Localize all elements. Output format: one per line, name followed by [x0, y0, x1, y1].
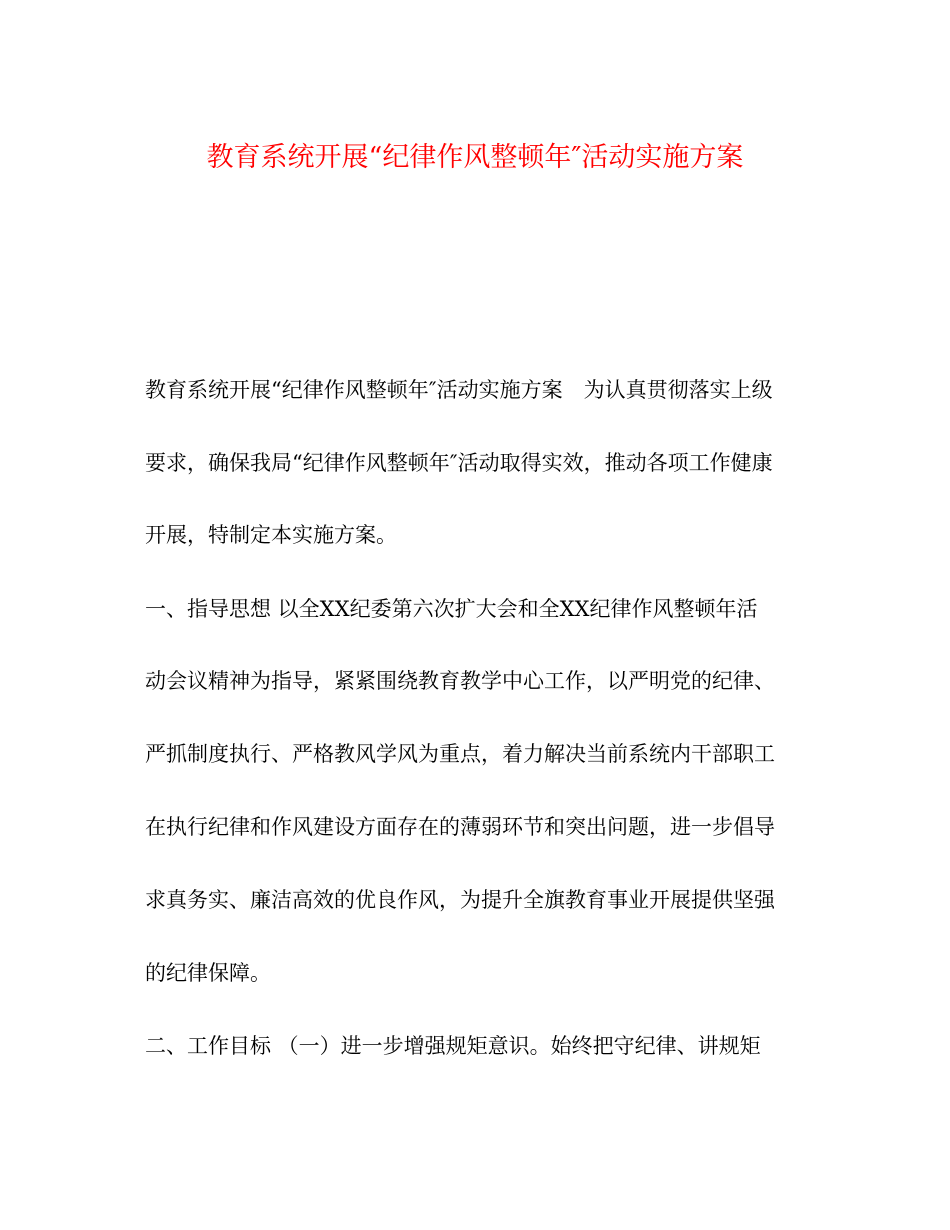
body-line-2: 要求，确保我局“纪律作风整顿年″活动取得实效，推动各项工作健康: [145, 451, 773, 475]
body-line-4: 一、指导思想 以全XX纪委第六次扩大会和全XX纪律作风整顿年活: [145, 597, 758, 621]
body-line-1: 教育系统开展“纪律作风整顿年″活动实施方案 为认真贯彻落实上级: [145, 378, 773, 402]
document-title: 教育系统开展“纪律作风整顿年″活动实施方案: [206, 142, 744, 173]
body-line-3: 开展，特制定本实施方案。: [145, 523, 397, 547]
body-line-6: 严抓制度执行、严格教风学风为重点，着力解决当前系统内干部职工: [145, 742, 775, 766]
body-line-7: 在执行纪律和作风建设方面存在的薄弱环节和突出问题，进一步倡导: [145, 815, 775, 839]
body-line-9: 的纪律保障。: [145, 961, 271, 985]
body-line-10: 二、工作目标 （一）进一步增强规矩意识。始终把守纪律、讲规矩: [145, 1034, 761, 1058]
body-line-5: 动会议精神为指导，紧紧围绕教育教学中心工作，以严明党的纪律、: [145, 669, 775, 693]
body-line-8: 求真务实、廉洁高效的优良作风，为提升全旗教育事业开展提供坚强: [145, 888, 775, 912]
